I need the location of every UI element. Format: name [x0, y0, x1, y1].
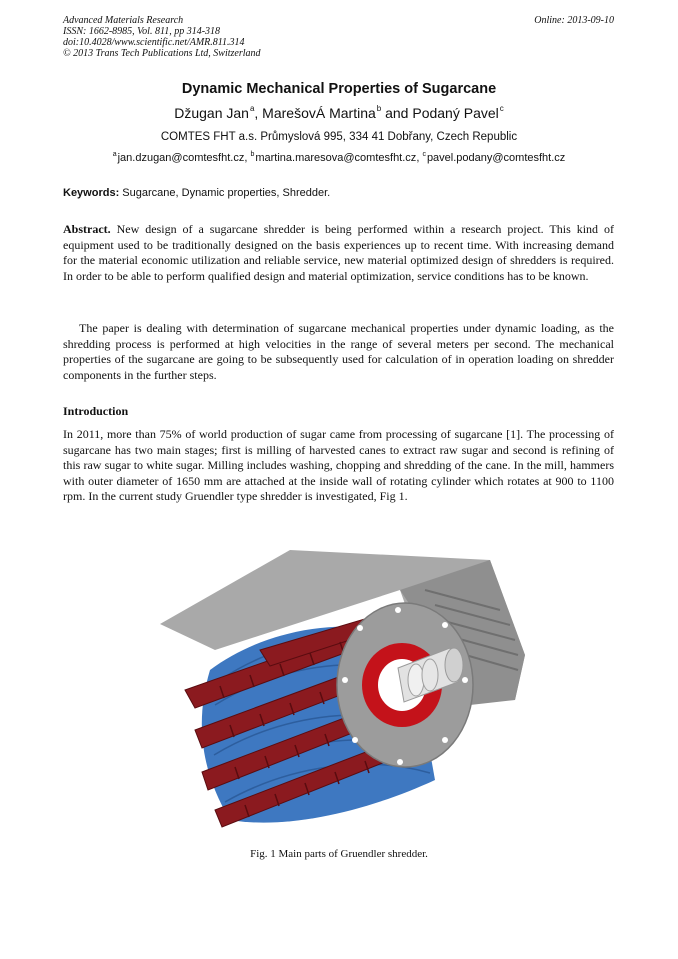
journal-name: Advanced Materials Research [63, 15, 184, 26]
author-name: MarešovÁ Martina [262, 105, 376, 121]
shredder-figure [140, 530, 535, 845]
journal-issn: ISSN: 1662-8985, Vol. 811, pp 314-318 [63, 26, 221, 37]
email-superscript: a [112, 151, 117, 158]
email-separator: , [416, 152, 423, 164]
introduction-paragraph: In 2011, more than 75% of world production of sugar came from processing of sugarcane [1]. The processing of sugarcane has two main stages; first is milling of harvested canes to extract raw sugar and second is refining of this raw sugar to white sugar. Milling includes washing, chopping and shredding of the cane. In the mill, hammers with outer diameter of 1650 mm are attached at the inside wall of rotating cylinder which rotates at 900 to 1100 rpm. In the current study Gruendler type shredder is investigated, Fig 1. [63, 427, 614, 503]
keywords-text: Sugarcane, Dynamic properties, Shredder. [119, 187, 331, 199]
figure-caption: Fig. 1 Main parts of Gruendler shredder. [250, 848, 428, 860]
abstract-paragraph [63, 222, 614, 284]
author-affiliation: COMTES FHT a.s. Průmyslová 995, 334 41 Dobřany, Czech Republic [160, 131, 518, 143]
author-superscript: c [499, 104, 504, 113]
author-superscript: a [249, 104, 255, 113]
journal-doi: doi:10.4028/www.scientific.net/AMR.811.314 [63, 37, 245, 48]
keywords-line [63, 187, 330, 199]
abstract-text: New design of a sugarcane shredder is being performed within a research project. This kind of equipment used to be traditionally designed on the basis experiences up to recent time. With increasing demand for the material economic utilization and reliable service, new material optimized design of shredders is required. In order to be able to perform qualified design and material optimization, service conditions has to be known. [63, 222, 614, 283]
abstract-label: Abstract. [63, 222, 111, 236]
author-superscript: b [376, 104, 382, 113]
paper-title: Dynamic Mechanical Properties of Sugarcane [181, 81, 497, 97]
author-emails [0, 151, 678, 164]
keywords-label: Keywords: [63, 187, 120, 199]
email-address[interactable]: jan.dzugan@comtesfht.cz [117, 152, 245, 164]
journal-copyright: © 2013 Trans Tech Publications Ltd, Switzerland [63, 48, 261, 59]
author-name: Podaný Pavel [412, 105, 499, 121]
journal-header [63, 15, 261, 59]
author-separator: and [381, 105, 413, 121]
email-address[interactable]: martina.maresova@comtesfht.cz [255, 152, 417, 164]
author-separator: , [254, 105, 263, 121]
abstract-paragraph-2: The paper is dealing with determination of sugarcane mechanical properties under dynamic loading, as the shredding process is performed at high velocities in the range of several meters per second. The mechanical properties of the sugarcane are going to be subsequently used for calculation of in operation loading on shredder components in the further steps. [63, 321, 614, 382]
email-separator: , [244, 152, 251, 164]
online-date: Online: 2013-09-10 [534, 15, 614, 26]
section-heading-introduction: Introduction [63, 404, 129, 418]
email-superscript: c [422, 151, 426, 158]
email-superscript: b [250, 151, 255, 158]
author-name: Džugan Jan [174, 105, 249, 121]
author-list [0, 104, 678, 121]
email-address[interactable]: pavel.podany@comtesfht.cz [426, 152, 566, 164]
